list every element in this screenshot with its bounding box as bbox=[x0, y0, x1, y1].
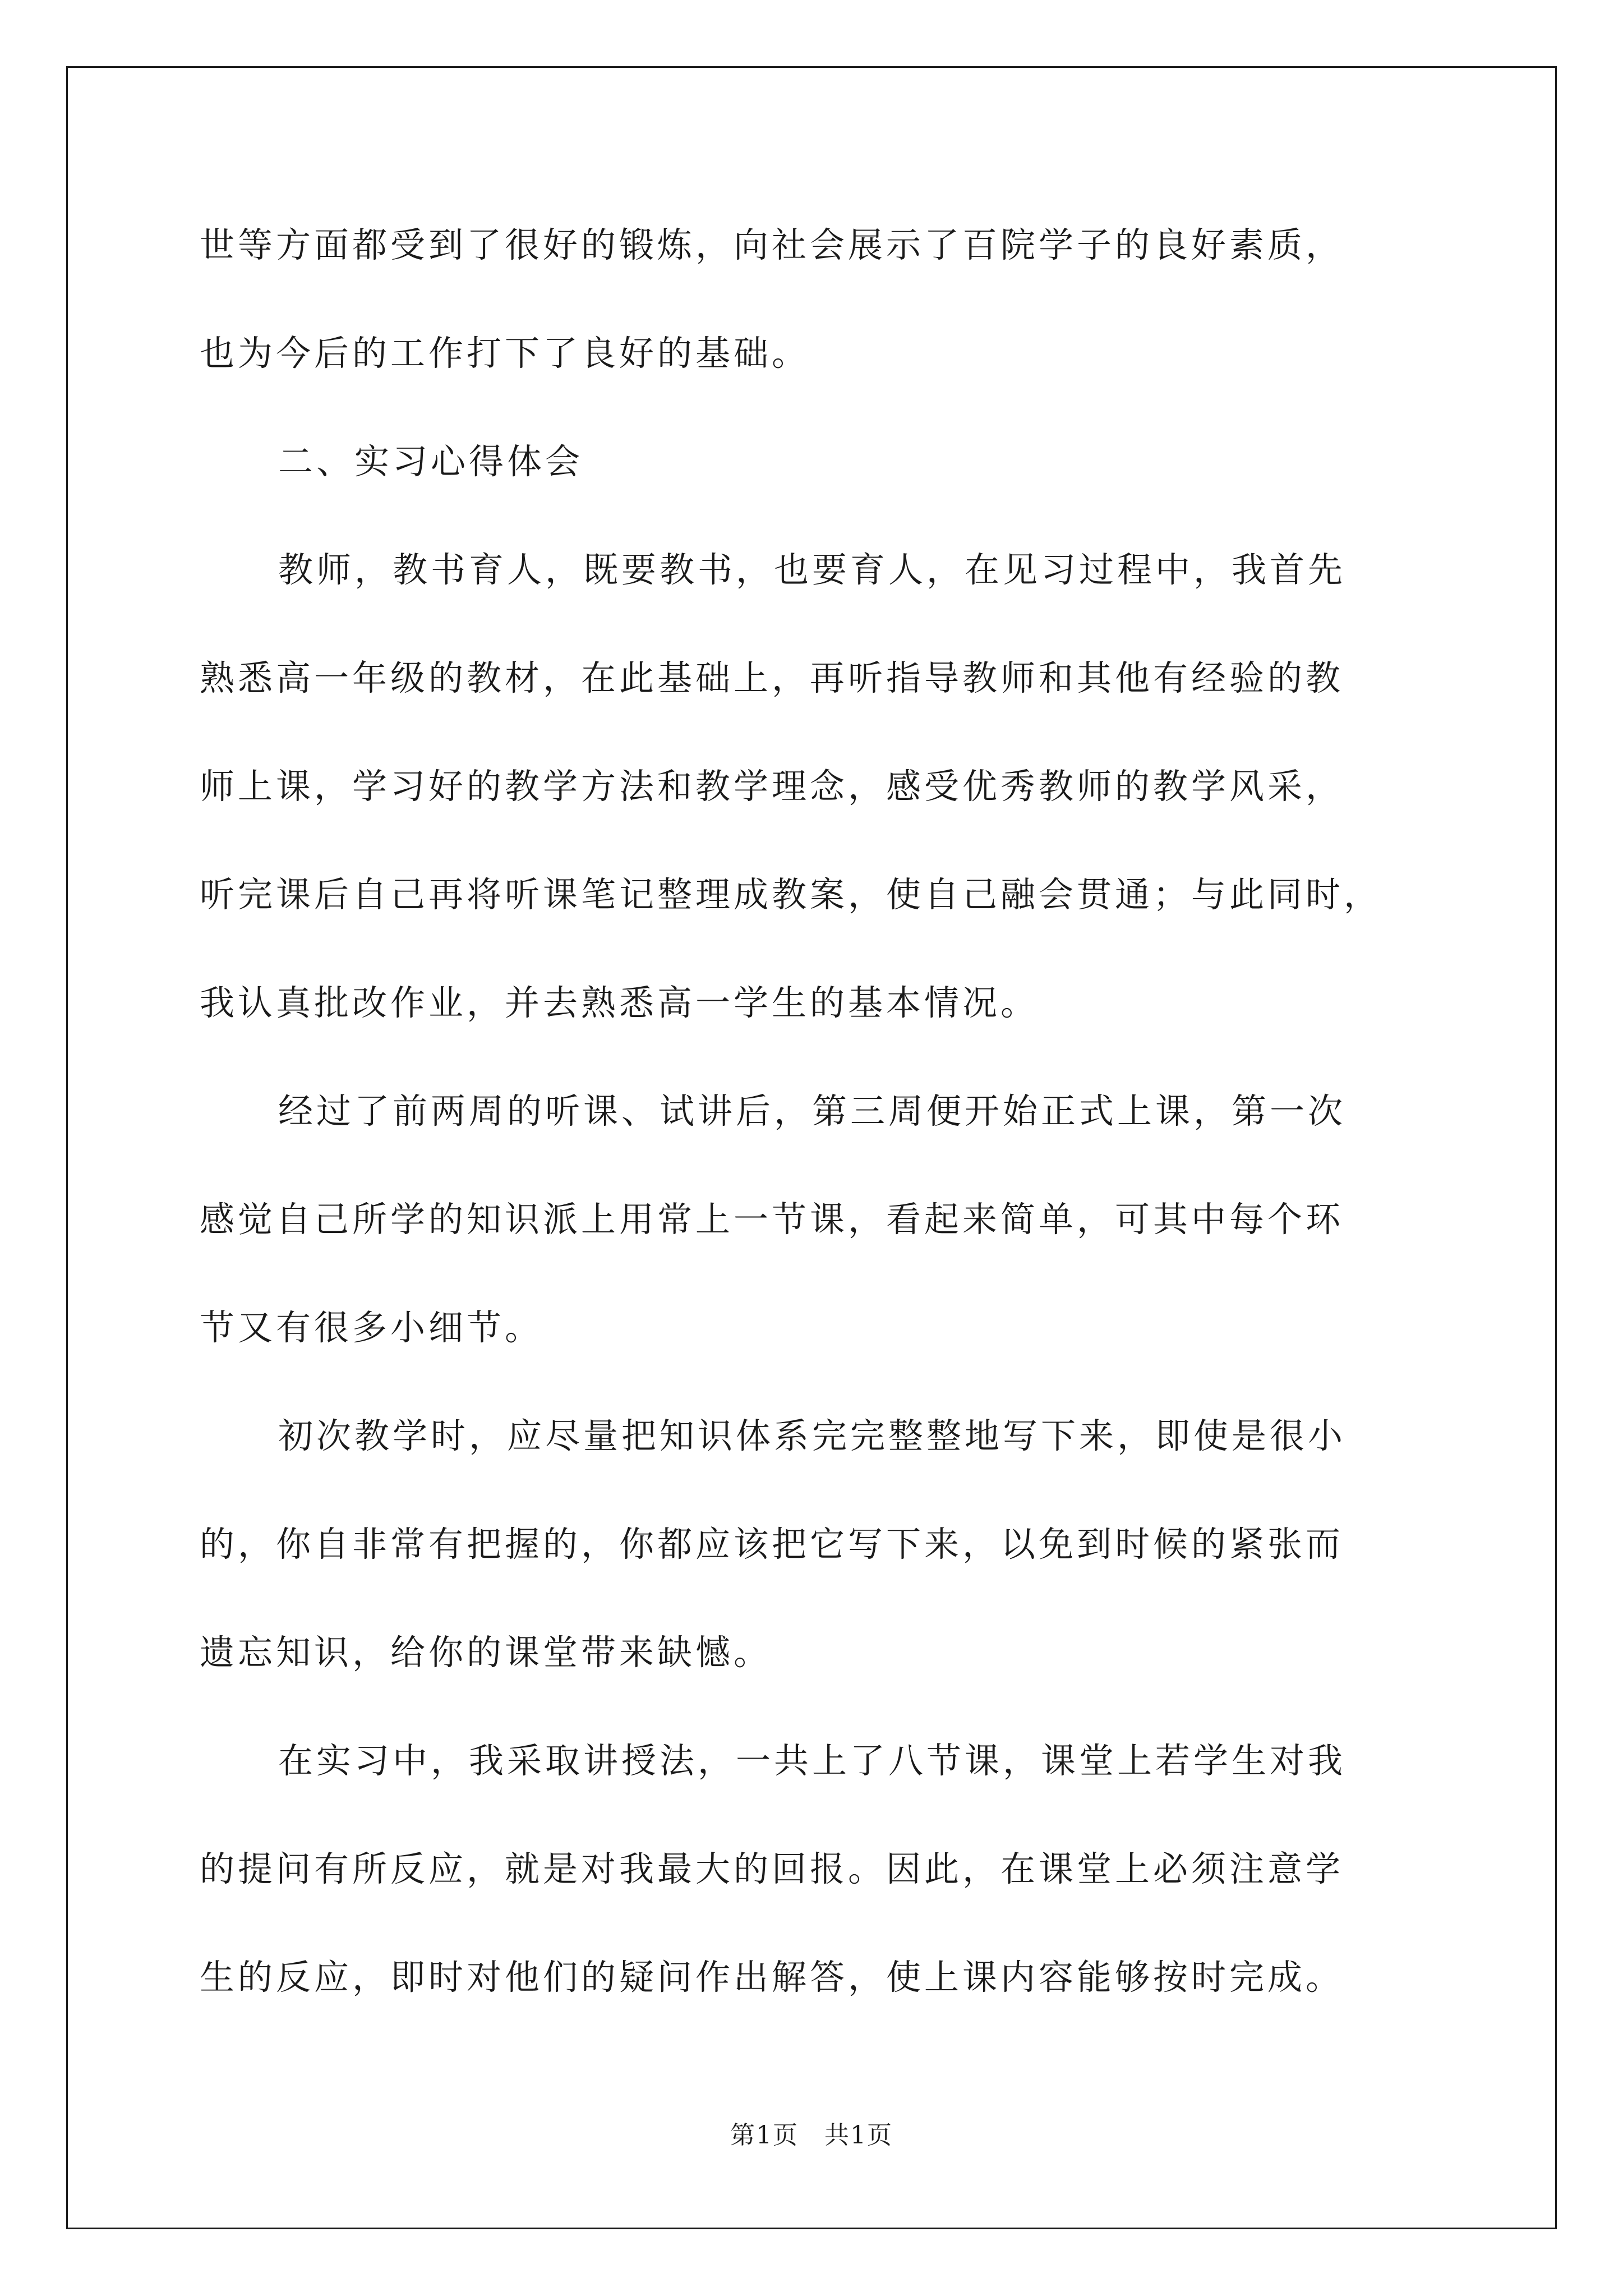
text-line: 经过了前两周的听课、试讲后，第三周便开始正式上课，第一次 bbox=[278, 1091, 1347, 1131]
text-line: 感觉自己所学的知识派上用常上一节课，看起来简单，可其中每个环 bbox=[200, 1199, 1344, 1240]
section-heading: 二、实习心得体会 bbox=[278, 441, 584, 482]
text-line: 节又有很多小细节。 bbox=[200, 1307, 543, 1348]
text-line: 在实习中，我采取讲授法，一共上了八节课，课堂上若学生对我 bbox=[278, 1740, 1347, 1781]
text-line: 我认真批改作业，并去熟悉高一学生的基本情况。 bbox=[200, 982, 1039, 1023]
text-line: 听完课后自己再将听课笔记整理成教案，使自己融会贯通；与此同时， bbox=[200, 874, 1382, 915]
text-line: 的，你自非常有把握的，你都应该把它写下来，以免到时候的紧张而 bbox=[200, 1524, 1344, 1565]
page-footer bbox=[0, 2115, 1623, 2151]
text-line: 也为今后的工作打下了良好的基础。 bbox=[200, 333, 810, 374]
text-line: 熟悉高一年级的教材，在此基础上，再听指导教师和其他有经验的教 bbox=[200, 657, 1344, 698]
text-line: 世等方面都受到了很好的锻炼，向社会展示了百院学子的良好素质， bbox=[200, 224, 1344, 265]
text-line: 遗忘知识，给你的课堂带来缺憾。 bbox=[200, 1632, 772, 1673]
text-line: 初次教学时，应尽量把知识体系完完整整地写下来，即使是很小 bbox=[278, 1415, 1347, 1456]
document-body bbox=[200, 191, 1467, 2031]
text-line: 教师，教书育人，既要教书，也要育人，在见习过程中，我首先 bbox=[278, 549, 1347, 590]
page-total: 共1页 bbox=[824, 2121, 893, 2150]
text-line: 师上课，学习好的教学方法和教学理念，感受优秀教师的教学风采， bbox=[200, 766, 1344, 807]
text-line: 的提问有所反应，就是对我最大的回报。因此，在课堂上必须注意学 bbox=[200, 1848, 1344, 1889]
text-line: 生的反应，即时对他们的疑问作出解答，使上课内容能够按时完成。 bbox=[200, 1957, 1344, 1998]
page-number: 第1页 bbox=[730, 2121, 799, 2150]
